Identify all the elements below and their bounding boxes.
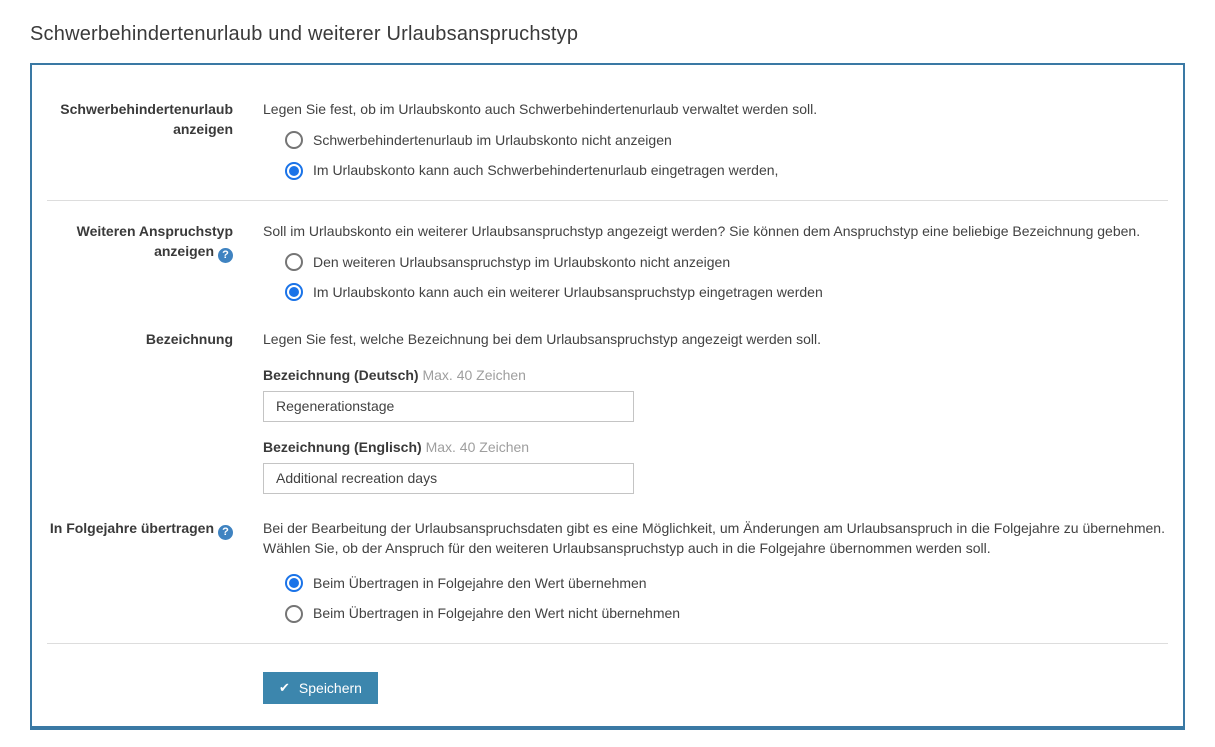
footer-row (47, 664, 1168, 704)
radio-option-anspruchstyp-nicht-anzeigen[interactable] (285, 253, 1168, 271)
section-schwerbehindertenurlaub (47, 99, 1168, 180)
section-content (263, 99, 1168, 180)
section-content (263, 329, 1168, 493)
section-folgejahre (47, 518, 1168, 623)
section-content (263, 518, 1168, 623)
settings-panel (30, 63, 1185, 730)
radio-icon[interactable] (285, 283, 303, 301)
radio-icon[interactable] (285, 605, 303, 623)
save-button-label: Speichern (298, 679, 362, 696)
radio-label[interactable]: Im Urlaubskonto kann auch ein weiterer Urlaubsanspruchstyp eingetragen werden (313, 284, 823, 301)
section-description: Bei der Bearbeitung der Urlaubsanspruchsdaten gibt es eine Möglichkeit, um Änderungen am Urlaubsanspruch in die Folgejahre zu übernehmen. Wählen Sie, ob der Anspruch für den weiteren Urlaubsanspruchstyp auch in die Folgejahre übernommen werden soll. (263, 519, 1165, 556)
section-bezeichnung (47, 329, 1168, 493)
field-label-bezeichnung-deutsch (263, 367, 1168, 383)
radio-label[interactable]: Im Urlaubskonto kann auch Schwerbehindertenurlaub eingetragen werden, (313, 162, 779, 179)
save-button[interactable] (263, 672, 378, 704)
section-label-weiterer-anspruchstyp (47, 221, 233, 302)
section-description: Legen Sie fest, ob im Urlaubskonto auch Schwerbehindertenurlaub verwaltet werden soll. (263, 101, 818, 117)
radio-option-anspruchstyp-anzeigen[interactable] (285, 283, 1168, 301)
section-label-text: In Folgejahre übertragen (49, 519, 214, 536)
field-label-bezeichnung-englisch (263, 439, 1168, 455)
footer-divider (47, 643, 1168, 644)
footer-content (263, 664, 1168, 704)
section-label-folgejahre (47, 518, 233, 623)
footer-spacer (47, 664, 233, 704)
radio-option-wert-uebernehmen[interactable] (285, 574, 1168, 592)
radio-icon[interactable] (285, 253, 303, 271)
field-hint: Max. 40 Zeichen (425, 438, 530, 455)
section-label-text: Weiteren Anspruchstyp anzeigen (76, 222, 233, 259)
section-content (263, 221, 1168, 302)
section-description: Soll im Urlaubskonto ein weiterer Urlaubsanspruchstyp angezeigt werden? Sie können dem Anspruchstyp eine beliebige Bezeichnung geben. (263, 222, 1141, 239)
radio-option-wert-nicht-uebernehmen[interactable] (285, 604, 1168, 622)
radio-label[interactable]: Beim Übertragen in Folgejahre den Wert übernehmen (313, 575, 647, 592)
radio-label[interactable]: Beim Übertragen in Folgejahre den Wert nicht übernehmen (313, 605, 681, 622)
radio-label[interactable]: Schwerbehindertenurlaub im Urlaubskonto nicht anzeigen (313, 132, 672, 149)
help-icon[interactable]: ? (218, 248, 233, 263)
field-label-text: Bezeichnung (Englisch) (263, 438, 422, 455)
section-description: Legen Sie fest, welche Bezeichnung bei dem Urlaubsanspruchstyp angezeigt werden soll. (263, 331, 822, 348)
input-bezeichnung-deutsch[interactable] (263, 391, 634, 422)
radio-option-sbu-anzeigen[interactable] (285, 161, 1168, 179)
field-hint: Max. 40 Zeichen (422, 366, 526, 383)
check-icon: ✔ (279, 680, 290, 696)
help-icon[interactable]: ? (218, 525, 233, 540)
radio-label[interactable]: Den weiteren Urlaubsanspruchstyp im Urlaubskonto nicht anzeigen (313, 253, 731, 270)
radio-icon[interactable] (285, 162, 303, 180)
radio-option-sbu-nicht-anzeigen[interactable] (285, 131, 1168, 149)
settings-page (0, 23, 1215, 730)
input-bezeichnung-englisch[interactable] (263, 463, 634, 494)
section-weiterer-anspruchstyp (47, 221, 1168, 302)
section-label-bezeichnung: Bezeichnung (145, 331, 233, 348)
section-divider (47, 200, 1168, 201)
radio-icon[interactable] (285, 131, 303, 149)
section-label-schwerbehindertenurlaub: Schwerbehindertenurlaub anzeigen (60, 101, 233, 138)
page-title: Schwerbehindertenurlaub und weiterer Urlaubsanspruchstyp (30, 23, 579, 45)
radio-icon[interactable] (285, 574, 303, 592)
field-label-text: Bezeichnung (Deutsch) (263, 366, 419, 383)
